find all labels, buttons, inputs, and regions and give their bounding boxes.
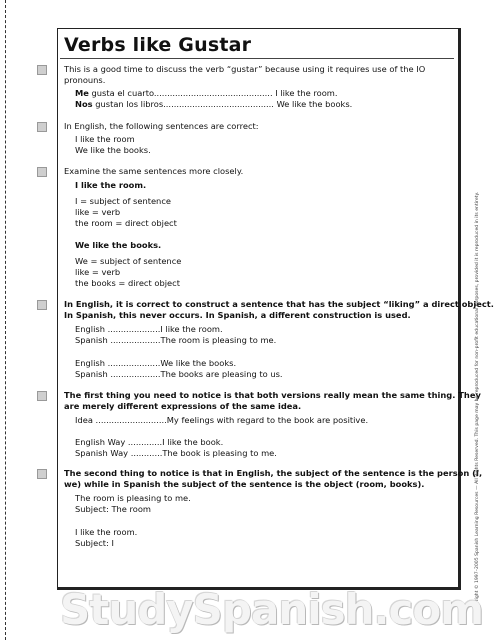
section-bullet-icon [37, 300, 47, 310]
s3-analysis-2c: the books = direct object [75, 278, 180, 288]
s3-analysis-1c: the room = direct object [75, 218, 177, 228]
s1-example-1-pronoun: Me [75, 88, 89, 98]
s4-intro-line1: In English, it is correct to construct a sentence that has the subject “liking” a direct object. [64, 299, 494, 309]
s1-example-1-text: gusta el cuarto............................................. I like the room. [88, 88, 338, 98]
s2-line1: I like the room [75, 134, 135, 144]
s5-intro-line1: The first thing you need to notice is that both versions really mean the same thing. They [64, 390, 481, 400]
s2-line2: We like the books. [75, 145, 151, 155]
s6-intro-line1: The second thing to notice is that in English, the subject of the sentence is the person (I, [64, 468, 483, 478]
page-title: Verbs like Gustar [64, 34, 252, 56]
s6-line1: The room is pleasing to me. [75, 493, 191, 503]
s4-row-3: English ....................We like the books. [75, 358, 237, 368]
title-rule [60, 58, 454, 59]
s3-analysis-1b: like = verb [75, 207, 121, 217]
s5-intro-line2: are merely different expressions of the same idea. [64, 401, 302, 411]
s1-example-2-text: gustan los libros.......................................... We like the books. [92, 99, 353, 109]
s5-row-1: Idea ...........................My feelings with regard to the book are positive. [75, 415, 369, 425]
s5-row-2: English Way .............I like the book. [75, 437, 224, 447]
s1-example-1 [75, 88, 338, 99]
section-bullet-icon [37, 65, 47, 75]
s1-example-2-pronoun: Nos [75, 99, 93, 109]
s2-intro: In English, the following sentences are correct: [64, 121, 259, 131]
copyright-notice: Copyright © 1997–2005 Spanish Learning Resources — All Rights Reserved. This page may be reproduced for non-profit educational purposes, provided it is reproduced in its entirety. [475, 192, 480, 613]
section-bullet-icon [37, 469, 47, 479]
s3-heading-1: I like the room. [75, 180, 147, 190]
s5-row-3: Spanish Way ............The book is pleasing to me. [75, 448, 277, 458]
s4-row-4: Spanish ...................The books are pleasing to us. [75, 369, 283, 379]
section-bullet-icon [37, 391, 47, 401]
s6-intro-line2: we) while in Spanish the subject of the sentence is the object (room, books). [64, 479, 425, 489]
s3-analysis-2b: like = verb [75, 267, 121, 277]
s1-intro-line2: pronouns. [64, 75, 106, 85]
s1-example-2 [75, 99, 352, 110]
s6-line2: Subject: The room [75, 504, 151, 514]
s4-row-1: English ....................I like the room. [75, 324, 223, 334]
s4-intro-line2: In Spanish, this never occurs. In Spanish, a different construction is used. [64, 310, 411, 320]
s4-row-2: Spanish ...................The room is pleasing to me. [75, 335, 277, 345]
s3-intro: Examine the same sentences more closely. [64, 166, 244, 176]
section-bullet-icon [37, 167, 47, 177]
s3-analysis-1a: I = subject of sentence [75, 196, 171, 206]
binding-dashed-line [5, 0, 6, 640]
site-watermark: StudySpanish.com [60, 585, 483, 634]
s6-line4: Subject: I [75, 538, 114, 548]
s1-intro-line1: This is a good time to discuss the verb “gustar” because using it requires use of the IO [64, 64, 426, 74]
s6-line3: I like the room. [75, 527, 138, 537]
s3-analysis-2a: We = subject of sentence [75, 256, 182, 266]
s3-heading-2: We like the books. [75, 240, 162, 250]
section-bullet-icon [37, 122, 47, 132]
